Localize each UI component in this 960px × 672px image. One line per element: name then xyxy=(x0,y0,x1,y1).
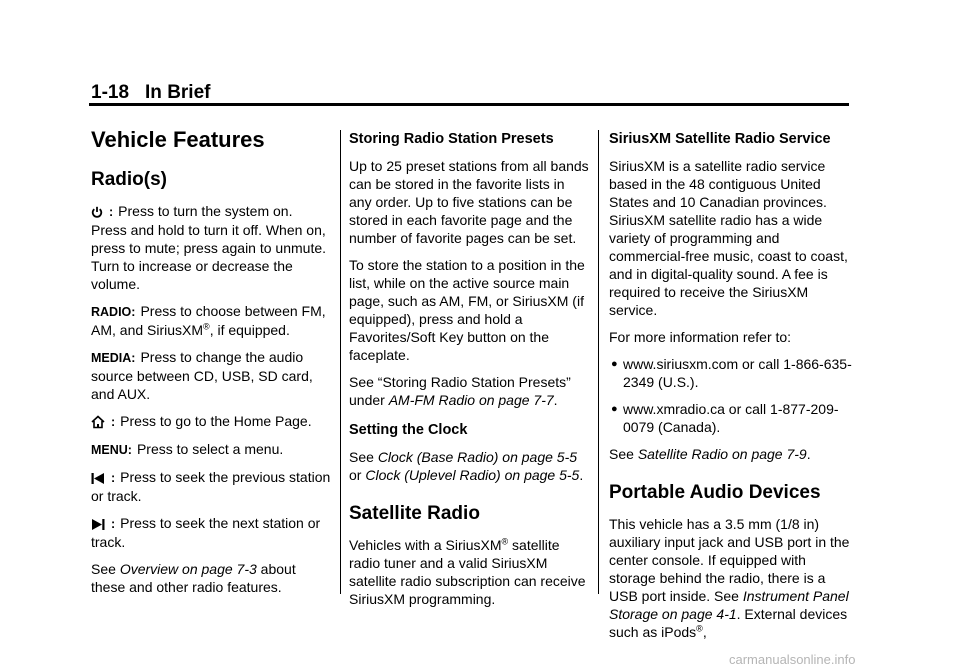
column-3 xyxy=(609,130,852,650)
portable-audio-heading: Portable Audio Devices xyxy=(609,482,821,503)
bullet-icon: ● xyxy=(611,358,618,370)
clock-uplevel-reference: Clock (Uplevel Radio) on page 5-5 xyxy=(365,467,580,483)
vehicle-features-heading: Vehicle Features xyxy=(91,127,265,152)
column-1 xyxy=(91,126,331,605)
power-icon xyxy=(91,206,103,219)
page-number: 1-18 xyxy=(91,82,130,103)
radio-key: RADIO: xyxy=(91,305,136,319)
siriusxm-service-heading: SiriusXM Satellite Radio Service xyxy=(609,131,831,147)
menu-key: MENU: xyxy=(91,443,132,457)
home-key: : xyxy=(111,415,116,429)
media-paragraph: MEDIA: Press to change the audio source between CD, USB, SD card, and AUX. xyxy=(91,349,313,402)
satellite-see-paragraph: See Satellite Radio on page 7-9. xyxy=(609,446,811,462)
column-divider-2 xyxy=(598,130,599,594)
seek-next-icon xyxy=(91,518,105,531)
home-paragraph: : Press to go to the Home Page. xyxy=(91,412,331,431)
section-title: In Brief xyxy=(145,82,211,103)
storing-presets-heading: Storing Radio Station Presets xyxy=(349,131,554,147)
seek-previous-paragraph: : Press to seek the previous station or track. xyxy=(91,469,331,504)
power-key: : xyxy=(109,205,114,219)
media-key: MEDIA: xyxy=(91,351,136,365)
list-item: ● www.siriusxm.com or call 1-866-635-2349 (U.S.). xyxy=(611,356,852,390)
siriusxm-paragraph: SiriusXM is a satellite radio service based in the 48 contiguous United States and 10 Canadian provinces. SiriusXM satellite radio has a wide variety of programming and commercial-free music, coast to coast, and in digital-quality sound. A fee is required to receive the SiriusXM service. xyxy=(609,158,848,318)
presets-see-paragraph: See “Storing Radio Station Presets” under AM-FM Radio on page 7-7. xyxy=(349,374,571,408)
overview-reference: Overview on page 7-3 xyxy=(119,561,257,577)
siriusxm-link-list xyxy=(609,355,852,436)
instrument-panel-reference: Instrument Panel Storage on page 4-1 xyxy=(609,588,849,622)
presets-paragraph-1: Up to 25 preset stations from all bands can be stored in the favorite lists in any order. Up to five stations can be stored in each favorite page and the number of favorite pages can be set. xyxy=(349,158,589,246)
am-fm-radio-reference: AM-FM Radio on page 7-7 xyxy=(388,392,554,408)
seek-next-key: : xyxy=(111,517,116,531)
column-2 xyxy=(349,130,589,617)
list-item: ● www.xmradio.ca or call 1-877-209-0079 (Canada). xyxy=(611,401,839,435)
seek-previous-icon xyxy=(91,472,105,485)
satellite-radio-heading: Satellite Radio xyxy=(349,503,480,524)
see-overview-paragraph: See Overview on page 7-3 about these and other radio features. xyxy=(91,561,296,595)
header-rule xyxy=(89,103,849,106)
power-paragraph: : Press to turn the system on. Press and hold to turn it off. When on, press to mute; press again to unmute. Turn to increase or decrease the volume. xyxy=(91,203,327,292)
radio-paragraph: RADIO: Press to choose between FM, AM, and SiriusXM®, if equipped. xyxy=(91,303,326,338)
seek-next-paragraph: : Press to seek the next station or track. xyxy=(91,515,321,550)
more-info-paragraph: For more information refer to: xyxy=(609,329,792,345)
bullet-icon: ● xyxy=(611,403,618,415)
home-icon xyxy=(91,415,105,429)
seek-previous-key: : xyxy=(111,471,116,485)
page-header xyxy=(91,82,210,104)
radios-heading: Radio(s) xyxy=(91,169,167,190)
clock-paragraph: See Clock (Base Radio) on page 5-5 or Clock (Uplevel Radio) on page 5-5. xyxy=(349,449,584,483)
satellite-radio-reference: Satellite Radio on page 7-9 xyxy=(637,446,807,462)
portable-audio-paragraph: This vehicle has a 3.5 mm (1/8 in) auxiliary input jack and USB port in the center console. If equipped with storage behind the radio, there is a USB port inside. See Instrument Panel Storage on page 4-1. External devices such as iPods®, xyxy=(609,516,850,640)
menu-paragraph: MENU: Press to select a menu. xyxy=(91,441,284,457)
setting-clock-heading: Setting the Clock xyxy=(349,422,468,438)
watermark: carmanualsonline.info xyxy=(729,652,856,667)
satellite-radio-paragraph: Vehicles with a SiriusXM® satellite radio tuner and a valid SiriusXM satellite radio subscription can receive SiriusXM programming. xyxy=(349,536,586,607)
column-divider-1 xyxy=(340,130,341,594)
clock-base-reference: Clock (Base Radio) on page 5-5 xyxy=(377,449,578,465)
presets-paragraph-2: To store the station to a position in the list, while on the active source main page, such as AM, FM, or SiriusXM (if equipped), press and hold a Favorites/Soft Key button on the faceplate. xyxy=(349,257,585,363)
